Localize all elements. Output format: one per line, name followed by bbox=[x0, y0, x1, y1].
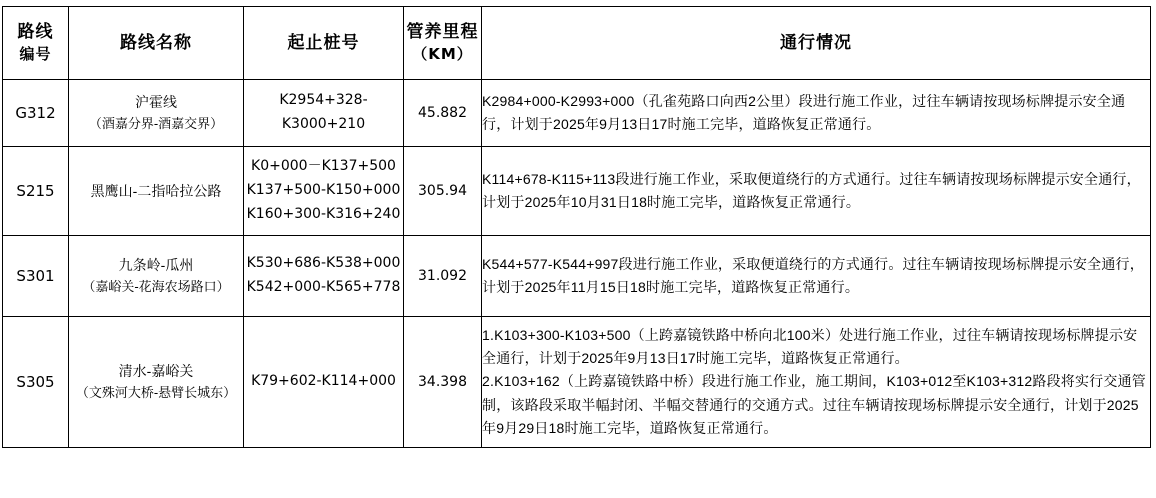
route-name-secondary: （酒嘉分界-酒嘉交界） bbox=[88, 115, 224, 131]
table-header bbox=[3, 7, 1151, 80]
cell-stake-range bbox=[244, 147, 404, 236]
route-name-primary: 沪霍线 bbox=[135, 94, 177, 111]
stake-line: K542+000-K565+778 bbox=[246, 279, 401, 295]
cell-stake-range bbox=[244, 317, 404, 448]
column-header-mileage bbox=[404, 7, 482, 80]
column-header-stake bbox=[244, 7, 404, 80]
column-header-mileage-main: 管养里程 bbox=[406, 22, 479, 43]
cell-route-code: S215 bbox=[3, 147, 69, 236]
cell-mileage: 305.94 bbox=[404, 147, 482, 236]
stake-line: K2954+328-K3000+210 bbox=[279, 92, 368, 132]
column-header-traffic-status-main: 通行情况 bbox=[780, 32, 852, 53]
cell-route-code: G312 bbox=[3, 80, 69, 147]
cell-traffic-status bbox=[482, 80, 1151, 147]
stake-line: K79+602-K114+000 bbox=[251, 373, 396, 390]
table-row bbox=[3, 317, 1151, 448]
table-body bbox=[3, 80, 1151, 448]
route-name-primary: 清水-嘉峪关 bbox=[118, 363, 194, 380]
cell-mileage: 34.398 bbox=[404, 317, 482, 448]
document-sheet bbox=[0, 6, 1156, 498]
cell-route-name bbox=[69, 147, 244, 236]
stake-line: K530+686-K538+000 bbox=[246, 255, 401, 272]
cell-stake-range bbox=[244, 236, 404, 317]
column-header-route-name bbox=[69, 7, 244, 80]
road-conditions-table bbox=[2, 6, 1151, 448]
cell-route-name bbox=[69, 317, 244, 448]
column-header-mileage-sub: （KM） bbox=[412, 45, 473, 64]
column-header-route-code-main: 路线 bbox=[17, 22, 54, 43]
column-header-route-code-sub: 编号 bbox=[19, 45, 52, 64]
stake-line: K0+000－K137+500 bbox=[251, 158, 396, 175]
cell-route-code: S305 bbox=[3, 317, 69, 448]
route-name-secondary: （嘉峪关-花海农场路口） bbox=[82, 278, 230, 294]
traffic-status-paragraph: 2.K103+162（上跨嘉镜铁路中桥）段进行施工作业，施工期间，K103+012至K103+312路段将实行交通管制，该路段采取半幅封闭、半幅交替通行的交通方式。过往车辆请按现场标牌提示安全通行，计划于2025年9月29日18时施工完毕，道路恢复正常通行。 bbox=[482, 373, 1146, 436]
traffic-status-paragraph: 1.K103+300-K103+500（上跨嘉镜铁路中桥向北100米）处进行施工作业，过往车辆请按现场标牌提示安全通行，计划于2025年9月13日17时施工完毕，道路恢复正常通行。 bbox=[482, 327, 1138, 367]
column-header-route-name-main: 路线名称 bbox=[120, 32, 192, 53]
traffic-status-paragraph: K114+678-K115+113段进行施工作业，采取便道绕行的方式通行。过往车辆请按现场标牌提示安全通行，计划于2025年10月31日18时施工完毕，道路恢复正常通行。 bbox=[482, 170, 1141, 210]
traffic-status-paragraph: K544+577-K544+997段进行施工作业，采取便道绕行的方式通行。过往车辆请按现场标牌提示安全通行，计划于2025年11月15日18时施工完毕，道路恢复正常通行。 bbox=[482, 255, 1144, 295]
cell-traffic-status bbox=[482, 236, 1151, 317]
cell-route-name bbox=[69, 236, 244, 317]
table-row bbox=[3, 80, 1151, 147]
stake-line: K137+500-K150+000 bbox=[246, 182, 401, 199]
cell-route-code: S301 bbox=[3, 236, 69, 317]
route-name-secondary: （文殊河大桥-悬臂长城东） bbox=[75, 384, 237, 400]
table-header-row bbox=[3, 7, 1151, 80]
cell-mileage: 45.882 bbox=[404, 80, 482, 147]
cell-route-name bbox=[69, 80, 244, 147]
cell-mileage: 31.092 bbox=[404, 236, 482, 317]
table-row bbox=[3, 236, 1151, 317]
traffic-status-paragraph: K2984+000-K2993+000（孔雀苑路口向西2公里）段进行施工作业，过往车辆请按现场标牌提示安全通行，计划于2025年9月13日17时施工完毕，道路恢复正常通行。 bbox=[482, 92, 1126, 132]
stake-line: K160+300-K316+240 bbox=[246, 205, 401, 222]
table-row bbox=[3, 147, 1151, 236]
cell-traffic-status bbox=[482, 147, 1151, 236]
column-header-traffic-status bbox=[482, 7, 1151, 80]
route-name-primary: 九条岭-瓜州 bbox=[118, 257, 194, 274]
column-header-stake-main: 起止桩号 bbox=[287, 32, 360, 53]
route-name-primary: 黑鹰山-二指哈拉公路 bbox=[90, 182, 222, 199]
cell-stake-range bbox=[244, 80, 404, 147]
cell-traffic-status bbox=[482, 317, 1151, 448]
column-header-route-code bbox=[3, 7, 69, 80]
